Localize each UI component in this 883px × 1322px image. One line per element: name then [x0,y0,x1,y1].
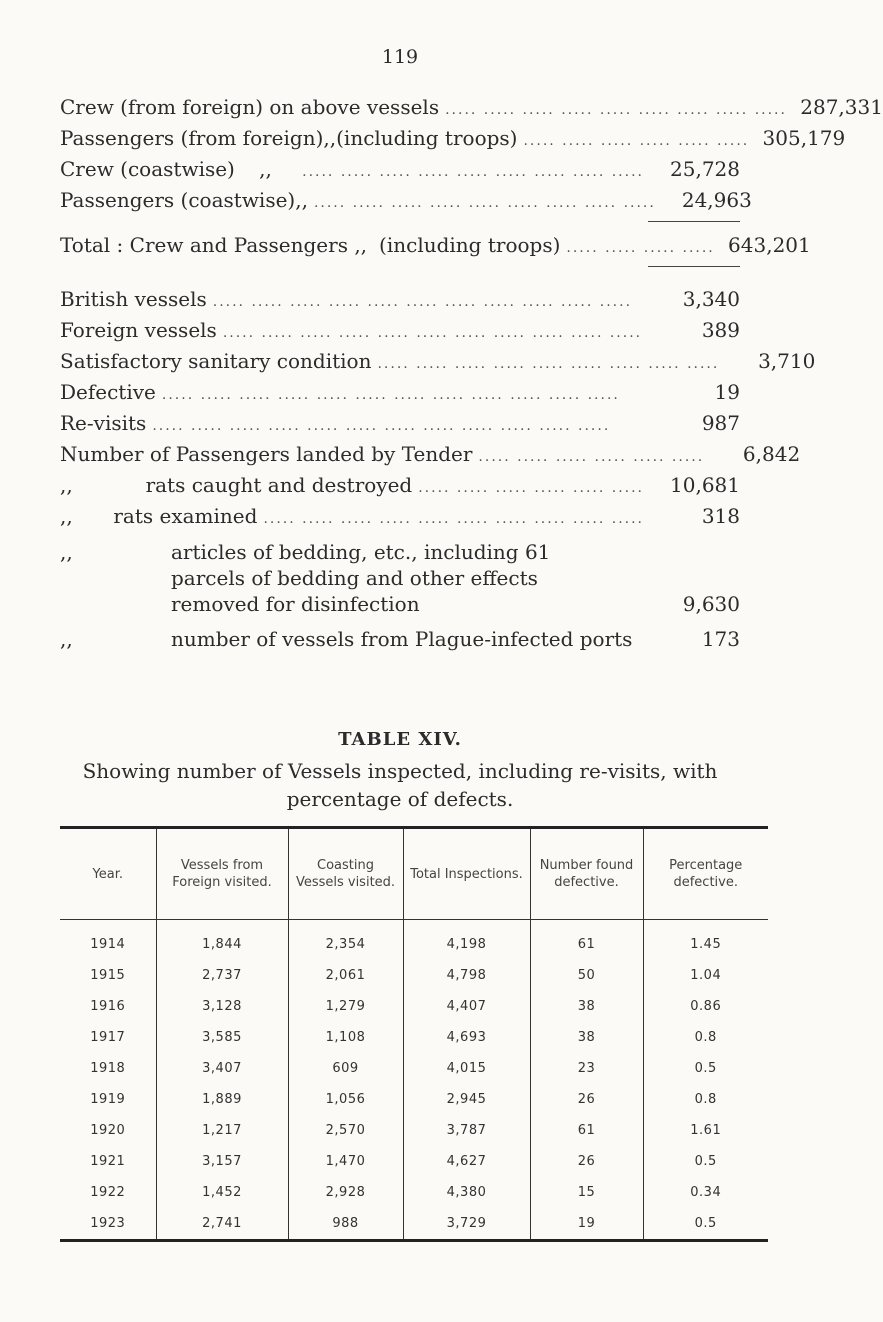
table-cell: 1915 [90,968,126,983]
table-cell: 1,844 [156,920,288,961]
stat-value: 10,681 [670,473,740,497]
table-cell: 38 [530,991,643,1022]
ditto-mark: ,, [60,473,73,497]
table-cell: 0.8 [643,1022,768,1053]
summary-label: Crew (coastwise) [60,157,235,181]
table-cell: 50 [530,960,643,991]
table-cell: 4,407 [403,991,530,1022]
table-cell: 609 [288,1053,403,1084]
table-cell: 0.5 [643,1053,768,1084]
dot-leader: ..... ..... ..... ..... ..... ..... ..... ..... ..... [445,102,787,118]
table-cell: 4,798 [403,960,530,991]
table-cell: 3,407 [156,1053,288,1084]
stat-value: 3,710 [758,349,816,373]
table-cell: 2,570 [288,1115,403,1146]
table-row [60,1146,768,1177]
table-row [60,1208,768,1241]
table-cell: 4,693 [403,1022,530,1053]
table-cell: 2,737 [156,960,288,991]
table-cell: 0.5 [643,1208,768,1241]
plague-value: 173 [701,627,740,651]
summary-value: 305,179 [762,126,846,150]
stat-row [60,470,740,500]
table-cell: 1914 [90,936,126,952]
ditto-mark: ,, [60,504,73,528]
dot-leader: ..... ..... ..... ..... ..... ..... [523,133,750,149]
table-row [60,1022,768,1053]
column-header: Coasting Vessels visited. [288,828,403,920]
stat-value: 318 [701,504,740,528]
dot-leader: ..... ..... ..... ..... ..... ..... ..... ..... ..... [302,164,644,180]
stat-row [60,346,816,376]
table-cell: 26 [530,1084,643,1115]
table-cell: 2,945 [403,1084,530,1115]
table-cell: 1922 [90,1185,126,1200]
table-cell: 1,470 [288,1146,403,1177]
total-label: Total : Crew and Passengers ,, [60,233,368,257]
stat-row [60,377,740,407]
stat-value: 389 [701,318,740,342]
total-label-extra: (including troops) [379,233,561,257]
table-cell: 1,889 [156,1084,288,1115]
table-cell: 15 [530,1177,643,1208]
table-row [60,920,768,961]
table-cell: 4,380 [403,1177,530,1208]
table-body [60,920,768,1241]
ditto-mark: ,, [323,126,337,150]
table-cell: 1.45 [643,920,768,961]
dot-leader: ..... ..... ..... ..... ..... ..... ..... ..... ..... ..... ..... ..... [152,418,611,434]
summary-label: Passengers (from foreign) [60,126,324,150]
page-number: 119 [381,46,419,68]
summary-row [60,154,740,184]
bedding-value: 9,630 [682,592,740,616]
summary-label: Crew (from foreign) on above vessels [60,95,440,119]
table-cell: 2,741 [156,1208,288,1241]
inspection-table [60,826,768,1242]
table-cell: 19 [530,1208,643,1241]
dot-leader: ..... ..... ..... ..... ..... ..... ..... ..... ..... ..... [263,511,644,527]
stat-row [60,501,740,531]
stat-label: Satisfactory sanitary condition [60,349,372,373]
table-cell: 1916 [90,999,126,1014]
dot-leader: ..... ..... ..... ..... ..... ..... ..... ..... ..... ..... ..... [212,294,633,310]
table-cell: 3,128 [156,991,288,1022]
table-caption: Showing number of Vessels inspected, including re-visits, with percentage of defects. [82,759,718,811]
summary-value: 24,963 [681,188,752,212]
table-cell: 1,452 [156,1177,288,1208]
table-cell: 2,061 [288,960,403,991]
table-cell: 1,217 [156,1115,288,1146]
table-cell: 4,015 [403,1053,530,1084]
plague-row [60,624,740,654]
table-cell: 4,198 [403,920,530,961]
ditto-mark: ,, [295,188,308,212]
table-cell: 4,627 [403,1146,530,1177]
dot-leader: ..... ..... ..... ..... ..... ..... ..... ..... ..... ..... ..... ..... [161,387,620,403]
total-value: 643,201 [728,233,811,257]
table-cell: 1923 [90,1216,126,1231]
stat-label: rats caught and destroyed [145,473,413,497]
table-cell: 1,056 [288,1084,403,1115]
bedding-text: articles of bedding, etc., including 61 parcels of bedding and other effects removed for disinfection [171,540,551,616]
ditto-mark: ,, [60,627,73,651]
stat-label: Defective [60,380,156,404]
table-cell: 0.34 [643,1177,768,1208]
table-cell: 3,585 [156,1022,288,1053]
table-cell: 61 [530,920,643,961]
ditto-mark: ,, [60,540,73,564]
table-cell: 0.86 [643,991,768,1022]
stat-label: British vessels [60,287,207,311]
table-cell: 3,157 [156,1146,288,1177]
dot-leader: ..... ..... ..... ..... ..... ..... ..... ..... ..... [313,195,656,211]
stat-value: 3,340 [682,287,740,311]
summary-row [60,92,883,122]
stat-value: 6,842 [742,442,801,466]
table-title: TABLE XIV. [338,729,462,750]
bedding-row [60,539,740,617]
summary-label: Passengers (coastwise) [60,188,296,212]
table-cell: 0.8 [643,1084,768,1115]
stat-label: Number of Passengers landed by Tender [60,442,473,466]
table-cell: 61 [530,1115,643,1146]
total-row [60,230,811,260]
summary-row [60,123,846,153]
table-cell: 3,787 [403,1115,530,1146]
total-rule [648,266,740,267]
table-cell: 1,279 [288,991,403,1022]
table-cell: 0.5 [643,1146,768,1177]
stat-row [60,315,740,345]
table-cell: 1.61 [643,1115,768,1146]
table-cell: 23 [530,1053,643,1084]
dot-leader: ..... ..... ..... ..... ..... ..... [478,449,705,465]
table-cell: 38 [530,1022,643,1053]
table-row [60,1177,768,1208]
table-cell: 2,354 [288,920,403,961]
column-header: Number found defective. [530,828,643,920]
dot-leader: ..... ..... ..... ..... ..... ..... [418,480,644,496]
table-cell: 3,729 [403,1208,530,1241]
table-cell: 1918 [90,1061,126,1076]
stat-label: Foreign vessels [60,318,217,342]
table-row [60,991,768,1022]
table-cell: 988 [288,1208,403,1241]
table-cell: 1,108 [288,1022,403,1053]
table-cell: 1.04 [643,960,768,991]
summary-row [60,185,752,215]
stat-row [60,439,801,469]
plague-text: number of vessels from Plague-infected ports [171,627,633,651]
table-cell: 1917 [90,1030,126,1045]
summary-label-extra: (including troops) [336,126,518,150]
table-row [60,1053,768,1084]
table-cell: 2,928 [288,1177,403,1208]
stat-value: 19 [714,380,740,404]
table-row [60,1115,768,1146]
dot-leader: ..... ..... ..... ..... ..... ..... ..... ..... ..... [377,356,720,372]
stat-row [60,408,740,438]
table-row [60,960,768,991]
summary-value: 25,728 [670,157,740,181]
dot-leader: ..... ..... ..... ..... ..... ..... ..... ..... ..... ..... ..... [222,325,643,341]
stat-row [60,284,740,314]
stat-label: rats examined [113,504,258,528]
dot-leader: ..... ..... ..... ..... [566,240,715,256]
ditto-mark: ,, [259,157,272,181]
table-header-row [60,828,768,920]
column-header: Total Inspections. [403,828,530,920]
column-header: Vessels from Foreign visited. [156,828,288,920]
column-header: Year. [60,828,156,920]
table-cell: 1921 [90,1154,126,1169]
table-cell: 1920 [90,1123,126,1138]
summary-value: 287,331 [800,95,883,119]
table-cell: 26 [530,1146,643,1177]
sum-rule [648,221,740,222]
table-row [60,1084,768,1115]
column-header: Percentage defective. [643,828,768,920]
table-cell: 1919 [90,1092,126,1107]
stat-value: 987 [701,411,740,435]
stat-label: Re-visits [60,411,147,435]
